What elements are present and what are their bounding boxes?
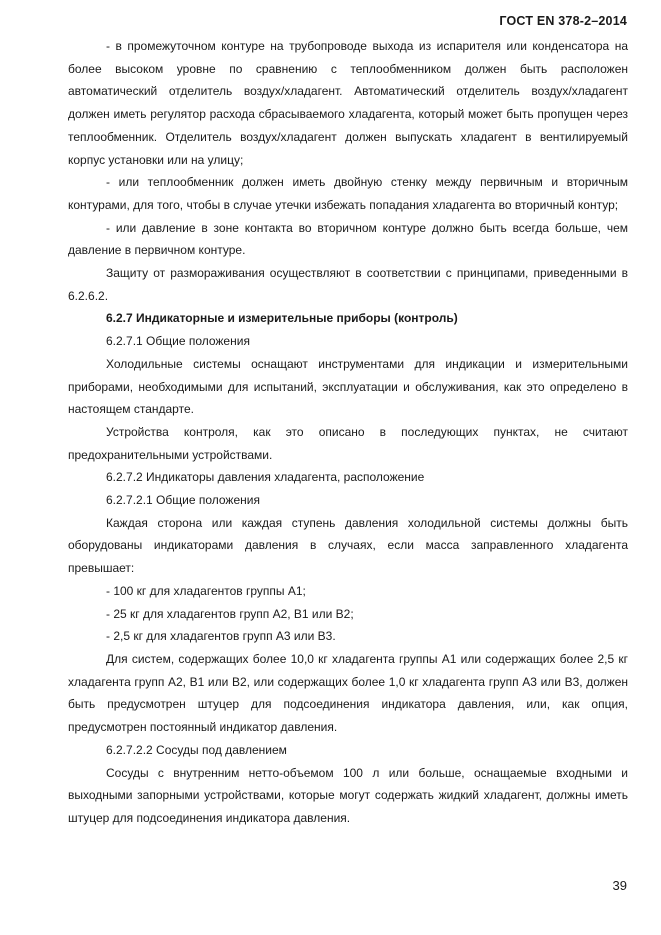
paragraph-systems-connection: Для систем, содержащих более 10,0 кг хладагента группы А1 или содержащих более 2,5 кг хладагента групп А2, В1 или В2, или содержащих более 1,0 кг хладагента групп А3 или В3, должен быть предусмотрен штуцер для подсоединения индикатора давления, или, как опция, предусмотрен постоянный индикатор давления.	[68, 651, 628, 735]
subsection-6-2-7-2-1: 6.2.7.2.1 Общие положения	[106, 493, 260, 508]
list-item-group-a3-b3: - 2,5 кг для хладагентов групп А3 или В3.	[106, 629, 336, 644]
paragraph-pressure-indicators: Каждая сторона или каждая ступень давления холодильной системы должны быть оборудованы индикаторами давления в случаях, если масса заправленного хладагента превышает:	[68, 515, 628, 576]
document-header: ГОСТ EN 378-2–2014	[499, 14, 627, 28]
list-item-group-a2-b1-b2: - 25 кг для хладагентов групп А2, В1 или В2;	[106, 606, 354, 621]
paragraph-pressure-contact: - или давление в зоне контакта во вторичном контуре должно быть всегда больше, чем давление в первичном контуре.	[68, 220, 628, 258]
document-body	[68, 35, 628, 830]
paragraph-double-wall: - или теплообменник должен иметь двойную стенку между первичным и вторичным контурами, для того, чтобы в случае утечки избежать попадания хладагента во вторичный контур;	[68, 175, 628, 212]
subsection-6-2-7-2: 6.2.7.2 Индикаторы давления хладагента, расположение	[106, 470, 425, 485]
list-item-group-a1: - 100 кг для хладагентов группы А1;	[106, 583, 306, 598]
paragraph-instruments: Холодильные системы оснащают инструментами для индикации и измерительными приборами, необходимыми для испытаний, эксплуатации и обслуживания, как это определено в настоящем стандарте.	[68, 356, 628, 417]
page-number: 39	[612, 878, 627, 893]
subsection-6-2-7-1: 6.2.7.1 Общие положения	[106, 334, 250, 349]
paragraph-freeze-protection: Защиту от размораживания осуществляют в соответствии с принципами, приведенными в 6.2.6.2.	[68, 266, 628, 303]
subsection-6-2-7-2-2: 6.2.7.2.2 Сосуды под давлением	[106, 742, 287, 757]
section-heading-6-2-7: 6.2.7 Индикаторные и измерительные приборы (контроль)	[106, 311, 458, 326]
paragraph-intermediate-circuit: - в промежуточном контуре на трубопроводе выхода из испарителя или конденсатора на более высоком уровне по сравнению с теплообменником должен быть расположен автоматический отделитель воздух/хладагент. Автоматический отделитель воздух/хладагент должен иметь регулятор расхода сбрасываемого хладагента, который может быть пропущен через теплообменник. Отделитель воздух/хладагент должен выпускать хладагент в вентилируемый корпус установки или на улицу;	[68, 39, 628, 167]
paragraph-pressure-vessels: Сосуды с внутренним нетто-объемом 100 л или больше, оснащаемые входными и выходными запорными устройствами, которые могут содержать жидкий хладагент, должны иметь штуцер для подсоединения индикатора давления.	[68, 765, 628, 825]
paragraph-control-devices: Устройства контроля, как это описано в последующих пунктах, не считают предохранительными устройствами.	[68, 424, 628, 462]
